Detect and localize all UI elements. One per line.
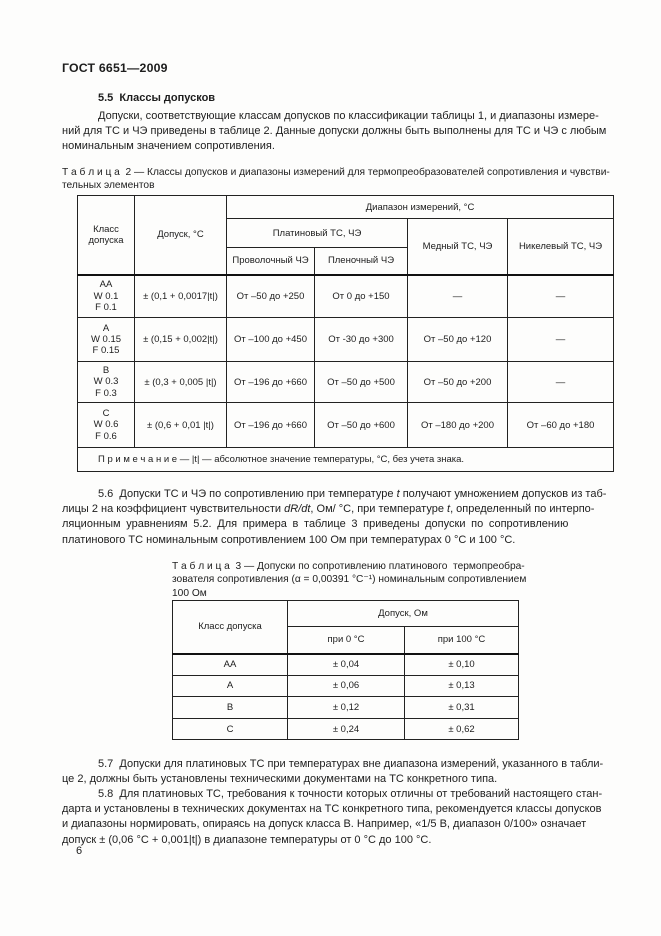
t2-cell-nickel-range: — bbox=[508, 318, 614, 362]
t3-cell-class: B bbox=[173, 697, 288, 719]
caption-line: Т а б л и ц а 3 — Допуски по сопротивлению платинового термопреобра- bbox=[172, 561, 525, 572]
class-line: W 0.1 bbox=[93, 290, 119, 302]
document-header: ГОСТ 6651—2009 bbox=[62, 61, 168, 75]
t2-cell-tolerance: ± (0,6 + 0,01 |t|) bbox=[135, 403, 227, 448]
t3-cell-at100: ± 0,31 bbox=[405, 697, 519, 719]
table-3 bbox=[172, 600, 519, 740]
class-line: A bbox=[102, 322, 110, 334]
t2-cell-wire-range: От –196 до +660 bbox=[227, 362, 315, 403]
t2-header-platinum-group: Платиновый ТС, ЧЭ bbox=[227, 219, 408, 248]
page-number: 6 bbox=[76, 845, 83, 857]
section-5-7-paragraph bbox=[62, 757, 603, 787]
t2-cell-tolerance: ± (0,1 + 0,0017|t|) bbox=[135, 275, 227, 318]
caption-line: тельных элементов bbox=[62, 180, 155, 192]
table-2-header-row-1 bbox=[78, 196, 614, 219]
table-2-note-row bbox=[78, 448, 614, 472]
t2-header-film: Пленочный ЧЭ bbox=[315, 248, 408, 275]
t2-cell-tolerance: ± (0,3 + 0,005 |t|) bbox=[135, 362, 227, 403]
class-line: F 0.6 bbox=[95, 430, 117, 442]
t2-cell-nickel-range: От –60 до +180 bbox=[508, 403, 614, 448]
paragraph-line: 5.7 Допуски для платиновых ТС при температурах вне диапазона измерений, указанного в табли- bbox=[98, 758, 604, 770]
t3-cell-at0: ± 0,12 bbox=[288, 697, 405, 719]
t3-cell-at100: ± 0,62 bbox=[405, 718, 519, 740]
t3-cell-at0: ± 0,24 bbox=[288, 718, 405, 740]
section-5-5-heading: 5.5 Классы допусков bbox=[98, 92, 216, 104]
t3-cell-at0: ± 0,04 bbox=[288, 654, 405, 676]
t3-cell-at100: ± 0,10 bbox=[405, 654, 519, 676]
t2-cell-class bbox=[78, 275, 135, 318]
class-line: F 0.3 bbox=[95, 387, 117, 399]
paragraph-line: номинальным значением сопротивления. bbox=[62, 140, 275, 153]
t2-cell-class bbox=[78, 362, 135, 403]
t2-header-class: Класс допуска bbox=[78, 196, 135, 275]
t2-header-range-group: Диапазон измерений, °С bbox=[227, 196, 614, 219]
t2-cell-wire-range: От –100 до +450 bbox=[227, 318, 315, 362]
class-line: F 0.1 bbox=[95, 301, 117, 313]
t2-cell-class bbox=[78, 318, 135, 362]
caption-line: 100 Ом bbox=[172, 587, 207, 599]
paragraph-line: це 2, должны быть установлены техническими документами на ТС конкретного типа. bbox=[62, 773, 498, 786]
t2-cell-wire-range: От –50 до +250 bbox=[227, 275, 315, 318]
table-3-row bbox=[173, 654, 519, 676]
t2-header-tolerance: Допуск, °С bbox=[135, 196, 227, 275]
paragraph-line: 5.6 Допуски ТС и ЧЭ по сопротивлению при температуре t получают умножением допусков из таб- bbox=[98, 488, 607, 500]
class-line: AA bbox=[99, 279, 113, 291]
t2-cell-film-range: От –50 до +600 bbox=[315, 403, 408, 448]
paragraph-line: и диапазоны нормировать, опираясь на допуск класса В. Например, «1/5 В, диапазон 0/100» означает bbox=[62, 818, 587, 831]
t2-header-nickel: Никелевый ТС, ЧЭ bbox=[508, 219, 614, 275]
table-3-row bbox=[173, 718, 519, 740]
t2-header-wire: Проволочный ЧЭ bbox=[227, 248, 315, 275]
t2-cell-film-range: От –50 до +500 bbox=[315, 362, 408, 403]
t2-cell-wire-range: От –196 до +660 bbox=[227, 403, 315, 448]
section-5-8-paragraph bbox=[62, 787, 602, 848]
t3-header-tolerance-group: Допуск, Ом bbox=[288, 601, 519, 627]
table-3-header-row-1 bbox=[173, 601, 519, 627]
t3-cell-at100: ± 0,13 bbox=[405, 675, 519, 697]
t2-cell-copper-range: От –50 до +120 bbox=[408, 318, 508, 362]
class-line: F 0.15 bbox=[92, 345, 120, 357]
table-3-row bbox=[173, 675, 519, 697]
t3-cell-class: AA bbox=[173, 654, 288, 676]
table-2-note: П р и м е ч а н и е — |t| — абсолютное значение температуры, °С, без учета знака. bbox=[78, 448, 614, 472]
class-line: W 0.3 bbox=[93, 376, 119, 388]
t3-header-at100: при 100 °С bbox=[405, 627, 519, 654]
t2-cell-nickel-range: — bbox=[508, 275, 614, 318]
t3-cell-class: C bbox=[173, 718, 288, 740]
table-2 bbox=[77, 195, 614, 472]
t2-cell-class bbox=[78, 403, 135, 448]
table-3-row bbox=[173, 697, 519, 719]
paragraph-line: ний для ТС и ЧЭ приведены в таблице 2. Данные допуски должны быть выполнены для ТС и ЧЭ с любым bbox=[62, 125, 607, 138]
table-3-caption bbox=[172, 560, 526, 600]
t2-cell-film-range: От -30 до +300 bbox=[315, 318, 408, 362]
section-5-5-paragraph bbox=[62, 109, 606, 155]
table-2-row bbox=[78, 362, 614, 403]
paragraph-line: ляционным уравнениям 5.2. Для примера в таблице 3 приведены допуски по сопротивлению bbox=[62, 518, 569, 531]
t3-cell-class: A bbox=[173, 675, 288, 697]
class-line: W 0.6 bbox=[93, 419, 119, 431]
t3-header-class: Класс допуска bbox=[173, 601, 288, 654]
paragraph-line: лицы 2 на коэффициент чувствительности dR/dt, Ом/ °С, при температуре t, определенный по интерпо- bbox=[62, 503, 595, 516]
t2-cell-nickel-range: — bbox=[508, 362, 614, 403]
table-2-row bbox=[78, 403, 614, 448]
class-line: C bbox=[102, 408, 110, 420]
caption-line: зователя сопротивления (α = 0,00391 °С⁻¹) номинальным сопротивлением bbox=[172, 574, 527, 586]
t2-cell-film-range: От 0 до +150 bbox=[315, 275, 408, 318]
paragraph-line: допуск ± (0,06 °С + 0,001|t|) в диапазоне температуры от 0 °С до 100 °С. bbox=[62, 833, 432, 846]
t2-cell-tolerance: ± (0,15 + 0,002|t|) bbox=[135, 318, 227, 362]
t2-header-copper: Медный ТС, ЧЭ bbox=[408, 219, 508, 275]
caption-line: Т а б л и ц а 2 — Классы допусков и диапазоны измерений для термопреобразователей сопротивления и чувстви- bbox=[62, 167, 610, 178]
table-2-caption bbox=[62, 166, 610, 193]
paragraph-line: дарта и установлены в технических документах на ТС конкретного типа, рекомендуется классы допусков bbox=[62, 803, 602, 816]
class-line: B bbox=[102, 365, 110, 377]
section-5-6-paragraph bbox=[62, 487, 606, 548]
paragraph-line: платинового ТС номинальным сопротивлением 100 Ом при температурах 0 °С и 100 °С. bbox=[62, 533, 516, 546]
table-2-row bbox=[78, 318, 614, 362]
t2-cell-copper-range: — bbox=[408, 275, 508, 318]
paragraph-line: Допуски, соответствующие классам допусков по классификации таблицы 1, и диапазоны измере- bbox=[98, 110, 599, 122]
table-2-row bbox=[78, 275, 614, 318]
class-line: W 0.15 bbox=[90, 333, 122, 345]
t3-header-at0: при 0 °С bbox=[288, 627, 405, 654]
t2-cell-copper-range: От –180 до +200 bbox=[408, 403, 508, 448]
t3-cell-at0: ± 0,06 bbox=[288, 675, 405, 697]
paragraph-line: 5.8 Для платиновых ТС, требования к точности которых отличны от требований настоящего стан- bbox=[98, 788, 603, 800]
t2-cell-copper-range: От –50 до +200 bbox=[408, 362, 508, 403]
